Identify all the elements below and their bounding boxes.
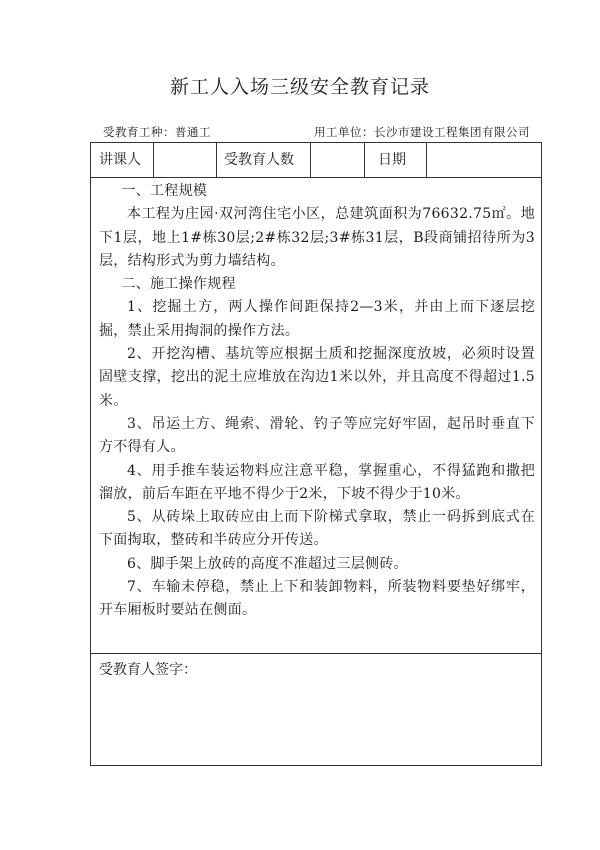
- training-content: [99, 180, 535, 623]
- paragraph: 3、吊运土方、绳索、滑轮、钓子等应完好牢固，起吊时垂直下方不得有人。: [99, 415, 535, 456]
- signature-label: [99, 659, 197, 679]
- signature-label-text: 受教育人签字：: [99, 662, 197, 678]
- trade-type-meta: 受教育工种：普通工: [103, 125, 211, 139]
- row-divider: [91, 177, 541, 178]
- paragraph: 6、脚手架上放砖的高度不准超过三层侧砖。: [127, 555, 408, 572]
- column-divider: [364, 143, 365, 178]
- paragraph: 1、挖掘土方，两人操作间距保持2—3米，并由上而下逐层挖掘，禁止采用掏洞的操作方法。: [99, 299, 535, 339]
- paragraph: 5、从砖垛上取砖应由上而下阶梯式拿取，禁止一码拆到底式在下面掏取，整砖和半砖应分开传送。: [99, 509, 535, 549]
- paragraph: 本工程为庄园·双河湾住宅小区，总建筑面积为76632.75㎡。地下1层，地上1#栋30层;2#栋32层;3#栋31层，B段商铺招待所为3层，结构形式为剪力墙结构。: [99, 206, 535, 269]
- document-title: 新工人入场三级安全教育记录: [169, 76, 430, 98]
- paragraph: 4、用手推车装运物料应注意平稳，掌握重心，不得猛跑和撒把溜放，前后车距在平地不得少于2米，下坡不得少于10米。: [99, 462, 535, 502]
- column-divider: [310, 143, 311, 178]
- column-divider: [216, 143, 217, 178]
- trainee-count-label: 受教育人数: [224, 152, 294, 168]
- record-table: [90, 142, 542, 766]
- lecturer-label: 讲课人: [99, 152, 141, 168]
- paragraph: 7、车输未停稳，禁止上下和装卸物料，所装物料要垫好绑牢，开车厢板时要站在侧面。: [99, 579, 535, 619]
- employer-meta: 用工单位：长沙市建设工程集团有限公司: [314, 125, 530, 139]
- section-heading: 二、施工操作规程: [121, 276, 236, 293]
- date-label: 日期: [378, 152, 406, 168]
- column-divider: [426, 143, 427, 178]
- row-divider: [91, 653, 541, 654]
- paragraph: 2、开挖沟槽、基坑等应根据土质和挖掘深度放坡，必须时设置固壁支撑，挖出的泥土应堆放在沟边1米以外，并且高度不得超过1.5米。: [99, 346, 535, 409]
- column-divider: [153, 143, 154, 178]
- section-heading: 一、工程规模: [121, 183, 208, 199]
